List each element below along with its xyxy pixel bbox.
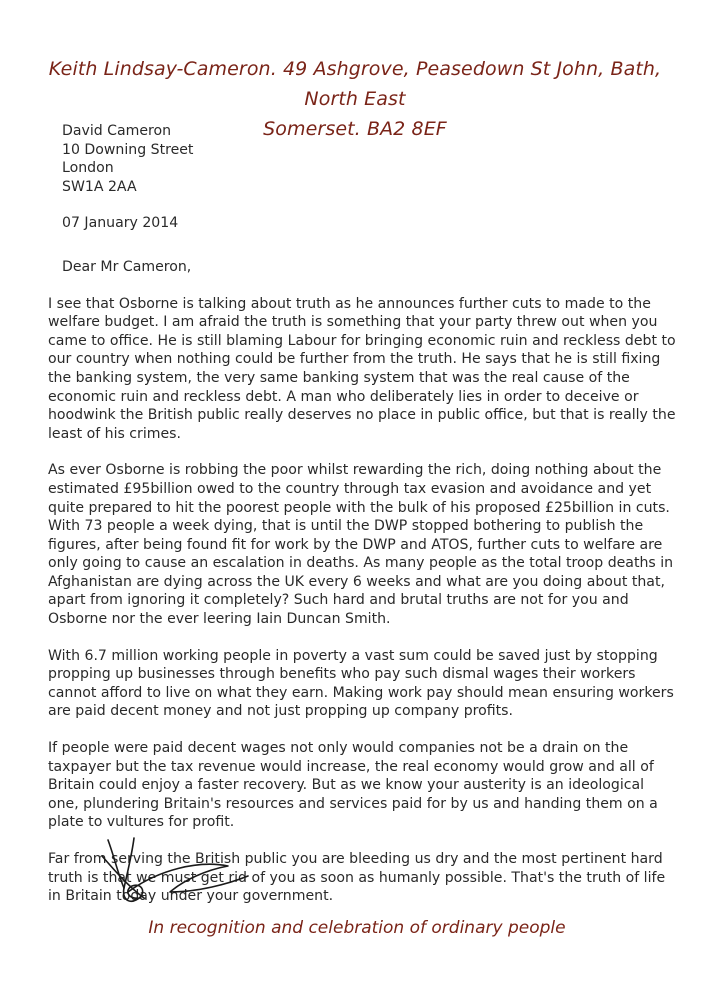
letter-body — [48, 122, 678, 906]
recipient-name: David Cameron — [62, 123, 172, 139]
paragraph-5: Far from serving the British public you are bleeding us dry and the most pertinent hard truth is that we must get rid of you as soon as humanly possible. That's the truth of life in Britain today under your government. — [48, 851, 666, 905]
letter-date: 07 January 2014 — [62, 215, 179, 232]
recipient-postcode: SW1A 2AA — [62, 178, 137, 195]
recipient-city: London — [62, 160, 114, 177]
paragraph-1: I see that Osborne is talking about truth as he announces further cuts to made to the welfare budget. I am afraid the truth is something that your party threw out when you came to office. He is still blaming Labour for bringing economic ruin and reckless debt to our country when nothing could be further from the truth. He says that he is still fixing the banking system, the very same banking system that was the real cause of the economic ruin and reckless debt. A man who deliberately lies in order to deceive or hoodwink the British public really deserves no place in public office, but that is really the least of his crimes. — [48, 295, 676, 442]
footer-tagline: In recognition and celebration of ordinary people — [148, 918, 566, 938]
recipient-street: 10 Downing Street — [62, 141, 194, 158]
paragraph-2: As ever Osborne is robbing the poor whilst rewarding the rich, doing nothing about the estimated £95billion owed to the country through tax evasion and avoidance and yet quite prepared to hit the poorest people with the bulk of his proposed £25billion in cuts. With 73 people a week dying, that is until the DWP stopped bothering to publish the figures, after being found fit for work by the DWP and ATOS, further cuts to welfare are only going to cause an escalation in deaths. As many people as the total troop deaths in Afghanistan are dying across the UK every 6 weeks and what are you doing about that, apart from ignoring it completely? Such hard and brutal truths are not for you and Osborne nor the ever leering Iain Duncan Smith. — [48, 462, 674, 628]
letterhead-line-2: Somerset. BA2 8EF — [263, 118, 447, 140]
recipient-address — [62, 122, 678, 196]
salutation: Dear Mr Cameron, — [62, 258, 192, 275]
paragraph-4: If people were paid decent wages not only would companies not be a drain on the taxpayer but the tax revenue would increase, the real economy would grow and all of Britain could enjoy a faster recovery. But as we know your austerity is an ideological one, plundering Britain's resources and services paid for by us and handing them on a plate to vultures for profit. — [48, 740, 658, 831]
handwritten-signature — [88, 836, 288, 926]
paragraph-3: With 6.7 million working people in poverty a vast sum could be saved just by stopping propping up businesses through benefits who pay such dismal wages their workers cannot afford to live on what they earn. Making work pay should mean ensuring workers are paid decent money and not just propping up company profits. — [48, 647, 674, 720]
letterhead-line-1: Keith Lindsay-Cameron. 49 Ashgrove, Peasedown St John, Bath, North East — [48, 58, 662, 110]
